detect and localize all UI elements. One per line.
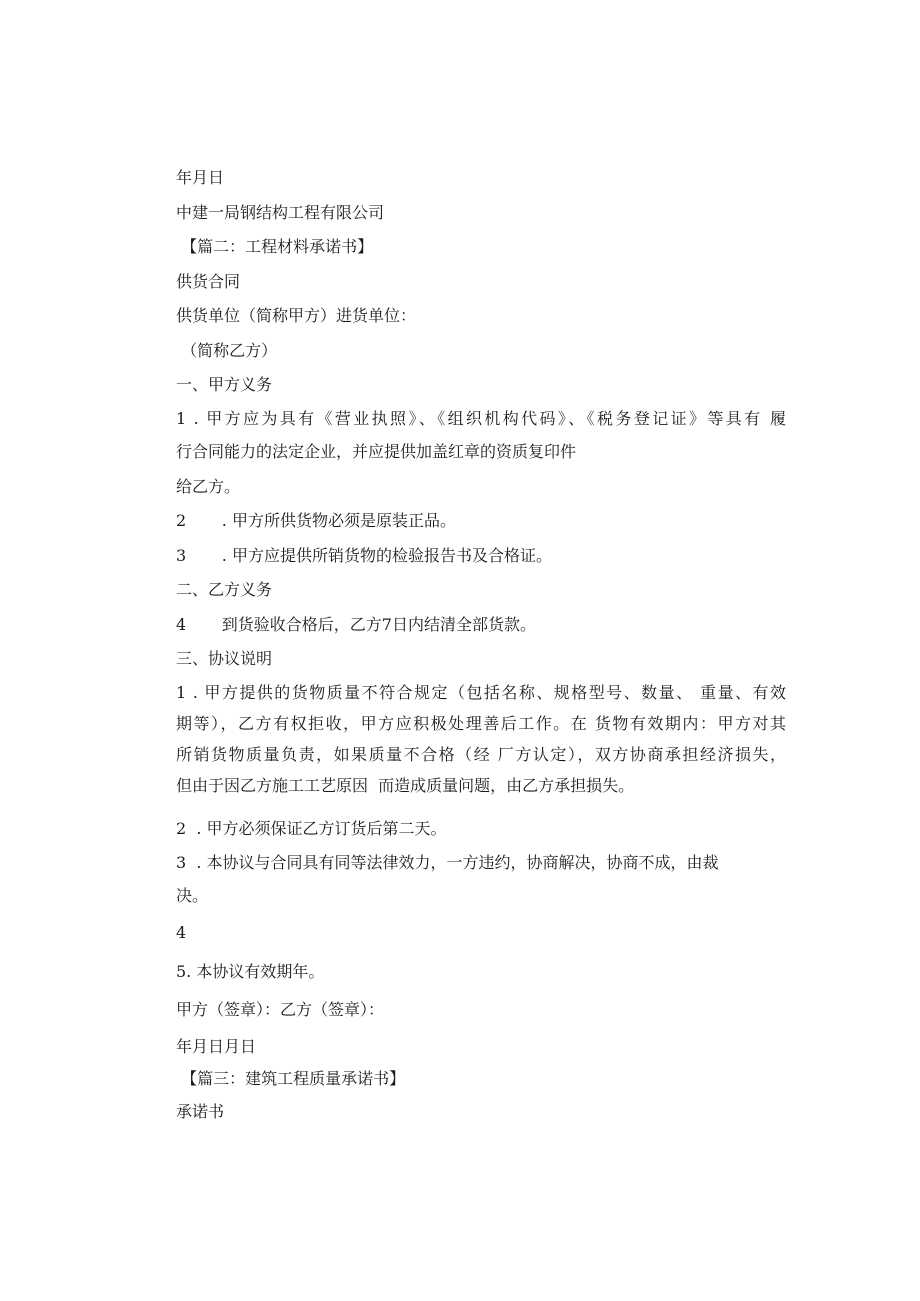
company-name: 中建一局钢结构工程有限公司	[176, 203, 385, 222]
paragraph-line: 2 . 甲方所供货物必须是原装正品。	[176, 511, 456, 530]
signature-line: 甲方（签章）：乙方（签章）：	[176, 1000, 385, 1019]
paragraph-line: 1 . 甲方提供的货物质量不符合规定（包括名称、规格型号、数量、 重量、有效	[176, 683, 786, 702]
clause-heading-1: 一、甲方义务	[176, 375, 273, 394]
contract-title: 供货合同	[176, 272, 241, 291]
parties-line: 供货单位（简称甲方）进货单位：	[176, 306, 417, 325]
paragraph-line: 行合同能力的法定企业，并应提供加盖红章的资质复印件	[176, 442, 577, 461]
paragraph-line: 决。	[176, 886, 209, 905]
clause-heading-2: 二、乙方义务	[176, 580, 273, 599]
paragraph-line: 1 . 甲方应为具有《营业执照》、《组织机构代码》、《税务登记证》等具有 履	[176, 409, 786, 428]
paragraph-line: 给乙方。	[176, 477, 241, 496]
paragraph-line: 3 . 本协议与合同具有同等法律效力，一方违约，协商解决，协商不成，由裁	[176, 853, 719, 872]
letter-title: 承诺书	[176, 1102, 225, 1121]
paragraph-line: 3 . 甲方应提供所销货物的检验报告书及合格证。	[176, 546, 552, 565]
paragraph-line: 期等），乙方有权拒收，甲方应积极处理善后工作。在 货物有效期内：甲方对其	[176, 714, 786, 733]
section-heading-3: 【篇三：建筑工程质量承诺书】	[176, 1069, 406, 1088]
date-line: 年月日月日	[176, 1037, 257, 1056]
paragraph-line: 4 到货验收合格后，乙方7日内结清全部货款。	[176, 615, 536, 634]
paragraph-line: 5. 本协议有效期年。	[176, 962, 325, 981]
party-b-note: （简称乙方）	[176, 341, 278, 360]
clause-heading-3: 三、协议说明	[176, 649, 273, 668]
paragraph-line: 2 . 甲方必须保证乙方订货后第二天。	[176, 819, 447, 838]
paragraph-line: 但由于因乙方施工工艺原因 而造成质量问题，由乙方承担损失。	[176, 776, 635, 795]
paragraph-line: 4	[176, 923, 187, 942]
paragraph-line: 所销货物质量负责，如果质量不合格（经 厂方认定），双方协商承担经济损失，	[176, 745, 786, 764]
date-line: 年月日	[176, 168, 225, 187]
section-heading-2: 【篇二：工程材料承诺书】	[176, 237, 374, 256]
